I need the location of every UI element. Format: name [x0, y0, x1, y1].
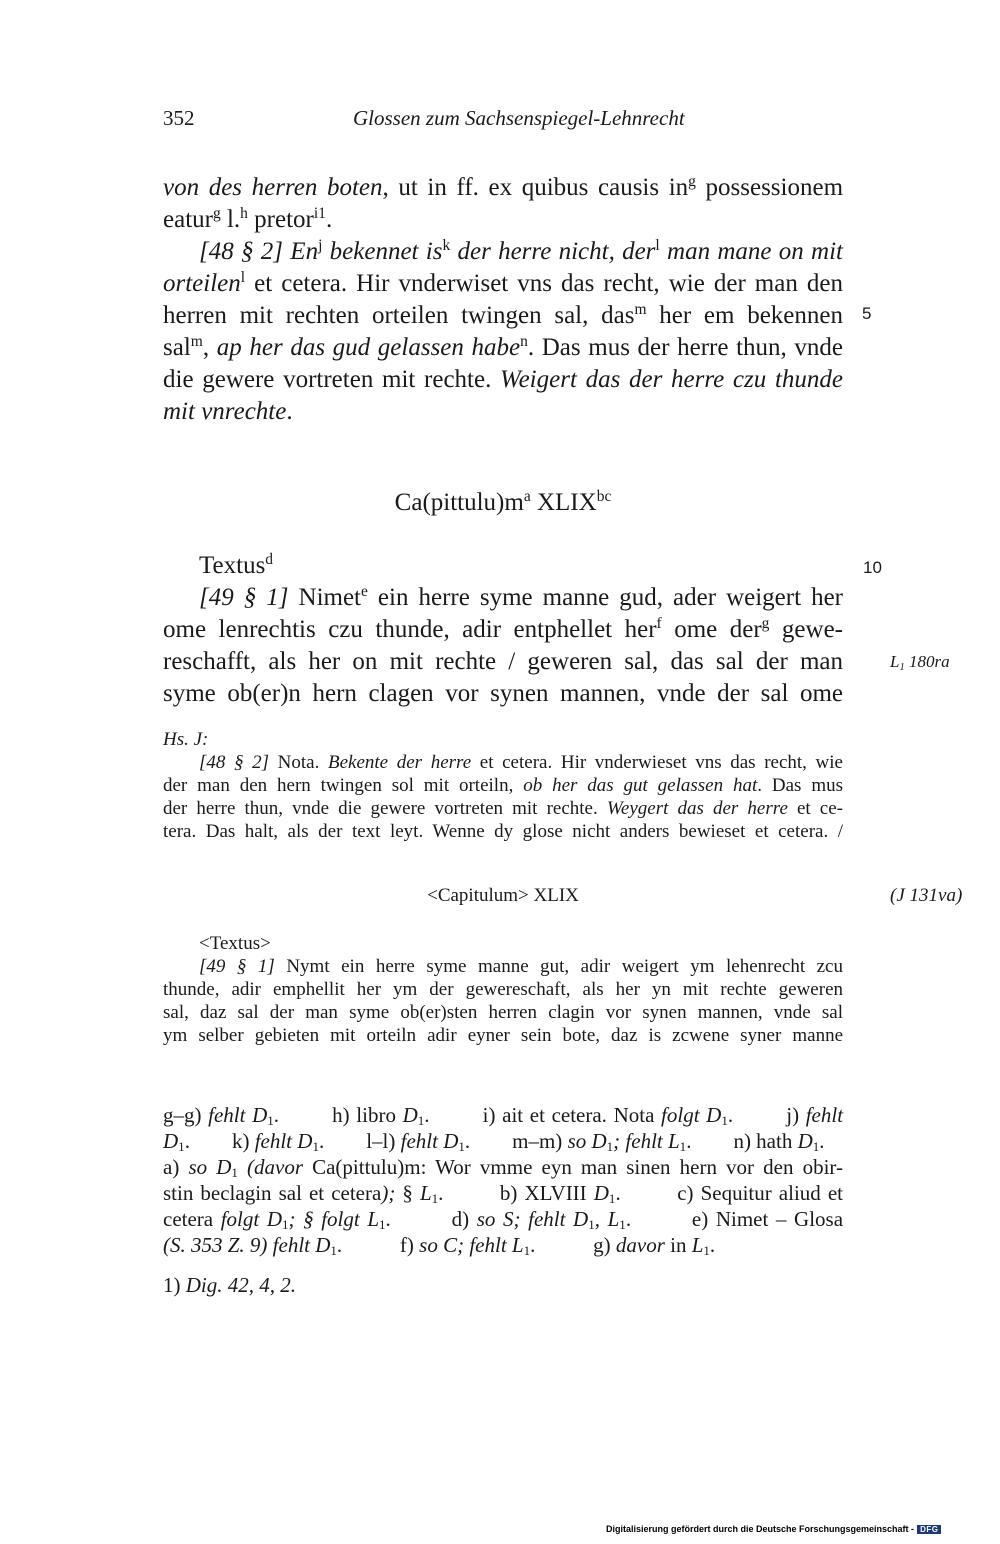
text-line: [48 § 2] Nota. Bekente der herre et cetera. Hir vnderwieset vns das recht, wie: [199, 752, 843, 773]
text-line: herren mit rechten orteilen twingen sal, das$^m$ her em bekennen: [163, 300, 843, 329]
line-number: 10: [863, 558, 882, 577]
text-line: der man den hern twingen sol mit orteiln, ob her das gut gelassen hat. Das mus: [163, 775, 843, 796]
j-folio-ref: (J 131va): [890, 885, 963, 906]
line-number: 5: [862, 304, 872, 323]
apparatus-line: a) so $D_1$ (davor Ca(pittulu)m: Wor vmme eyn man sinen hern vor den obir-: [163, 1155, 843, 1181]
page-number: 352: [163, 106, 195, 130]
text-line: reschafft, als her on mit rechte / geweren sal, das sal der man: [163, 648, 843, 675]
manuscript-folio-ref: $L_1$ 180ra: [890, 652, 950, 673]
page-header: [163, 106, 843, 136]
text-line: der herre thun, vnde die gewere vortreten mit rechte. Weygert das der herre et ce-: [163, 798, 843, 819]
text-line: sal, daz sal der man syme ob(er)sten herren clagin vor synen mannen, vnde sal: [163, 1002, 843, 1023]
text-line: ym selber gebieten mit orteiln adir eyner sein bote, daz is zcwene syner manne: [163, 1025, 843, 1046]
text-line: ome lenrechtis czu thunde, adir entphellet her$^f$ ome der$^g$ gewe-: [163, 614, 843, 643]
j-textus-label: <Textus>: [199, 933, 271, 954]
j-textus-block: [163, 932, 843, 1047]
text-line: mit vnrechte.: [163, 398, 293, 425]
textus-label: Textus$^d$: [199, 550, 274, 579]
running-title: Glossen zum Sachsenspiegel-Lehnrecht: [353, 106, 685, 130]
chapter-heading: $Ca(pittulu)m^a$ $XLIX^{bc}$: [394, 487, 612, 516]
text-line: [49 § 1] Nimet$^e$ ein herre syme manne gud, ader weigert her: [199, 582, 843, 611]
dfg-logo: DFG: [917, 1525, 941, 1534]
text-line: orteilen$^l$ et cetera. Hir vnderwiset vns das recht, wie der man den: [163, 268, 843, 297]
apparatus-line: g–g) fehlt $D_1$. h) libro $D_1$. i) ait et cetera. Nota folgt $D_1$. j) fehlt: [163, 1103, 844, 1129]
footnote: 1) Dig. 42, 4, 2.: [163, 1273, 296, 1297]
manuscript-j-gloss: [163, 728, 843, 843]
text-line: [49 § 1] Nymt ein herre syme manne gut, adir weigert ym lehenrecht zcu: [199, 956, 843, 977]
digitization-credit: Digitalisierung gefördert durch die Deutsche Forschungsgemeinschaft - DFG: [606, 1524, 941, 1534]
text-line: sal$^m$, ap her das gud gelassen habe$^n$. Das mus der herre thun, vnde: [163, 332, 844, 361]
text-line: [48 § 2] En$^j$ bekennet $is^k$ der herre nicht, der$^l$ man mane on mit: [199, 236, 843, 265]
apparatus-line: (S. 353 Z. 9) fehlt $D_1$. f) so C; fehlt $L_1$. g) davor in $L_1$.: [163, 1233, 716, 1259]
textus-block: [163, 550, 843, 710]
apparatus-line: $D_1$. k) fehlt $D_1$. l–l) fehlt $D_1$. m–m) so $D_1$; fehlt $L_1$. n) hath $D_1$.: [163, 1129, 825, 1155]
text-line: syme ob(er)n hern clagen vor synen mannen, vnde der sal ome: [163, 680, 843, 707]
hs-label: Hs. J:: [163, 729, 209, 750]
gloss-paragraph: [163, 172, 843, 428]
text-line: eatur$^g$ l.$^h$ pretor$^{i1}$.: [163, 204, 333, 233]
text-line: die gewere vortreten mit rechte. Weigert das der herre czu thunde: [163, 366, 843, 393]
text-line: tera. Das halt, als der text leyt. Wenne dy glose nicht anders bewieset et cetera. /: [163, 821, 843, 842]
text-line: von des herren boten, ut in ff. ex quibus causis $in^g$ possessionem: [163, 172, 844, 201]
apparatus-line: cetera folgt $D_1$; § folgt $L_1$. d) so S; fehlt $D_1$, $L_1$. e) Nimet – Glosa: [163, 1207, 844, 1233]
text-line: thunde, adir emphellit her ym der gewereschaft, als her yn mit rechte geweren: [163, 979, 843, 1000]
j-chapter-heading: <Capitulum> XLIX: [427, 885, 579, 906]
critical-apparatus: [163, 1102, 843, 1258]
apparatus-line: stin beclagin sal et cetera); § $L_1$. b) XLVIII $D_1$. c) Sequitur aliud et: [163, 1181, 843, 1207]
